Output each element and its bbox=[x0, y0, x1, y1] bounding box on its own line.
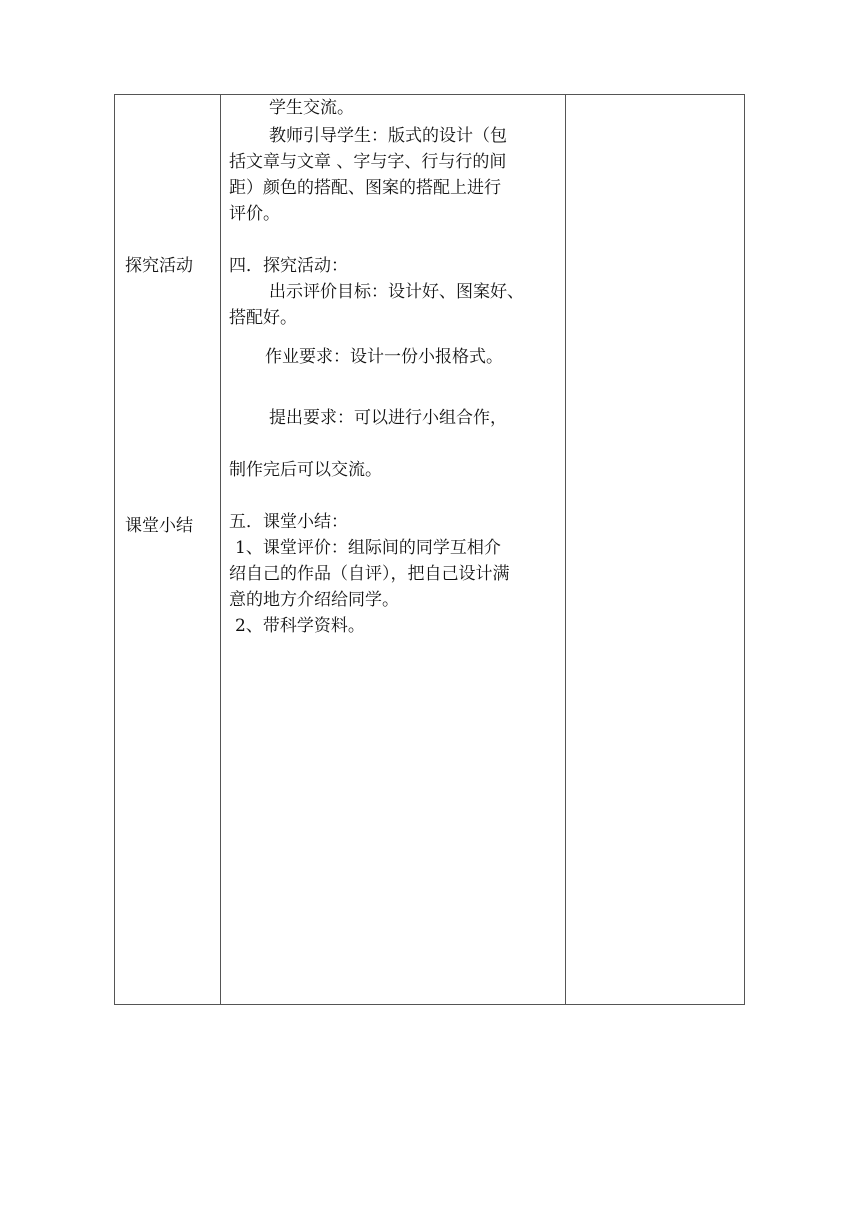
content-column bbox=[221, 95, 566, 1004]
content-line: 学生交流。 bbox=[269, 98, 354, 118]
content-line: 绍自己的作品（自评），把自己设计满 bbox=[229, 564, 510, 584]
section-heading-explore: 四．探究活动： bbox=[229, 256, 348, 276]
content-line: 教师引导学生：版式的设计（包 bbox=[269, 126, 507, 146]
content-line: 提出要求：可以进行小组合作， bbox=[269, 408, 507, 428]
content-line: 括文章与文章 、字与字、行与行的间 bbox=[229, 152, 507, 172]
section-heading-summary: 五．课堂小结： bbox=[229, 512, 348, 532]
content-line: 搭配好。 bbox=[229, 308, 297, 328]
lesson-plan-table bbox=[114, 94, 745, 1005]
content-line: 作业要求：设计一份小报格式。 bbox=[265, 347, 503, 367]
content-line: 意的地方介绍给同学。 bbox=[229, 590, 399, 610]
content-line: 2、带科学资料。 bbox=[235, 616, 365, 636]
content-line: 1、课堂评价：组际间的同学互相介 bbox=[235, 538, 501, 558]
section-label-explore: 探究活动 bbox=[125, 256, 193, 276]
content-line: 评价。 bbox=[229, 204, 280, 224]
section-label-summary: 课堂小结 bbox=[125, 516, 193, 536]
section-label-column bbox=[115, 95, 221, 1004]
content-line: 距）颜色的搭配、图案的搭配上进行 bbox=[229, 178, 501, 198]
content-line: 出示评价目标：设计好、图案好、 bbox=[269, 282, 524, 302]
content-line: 制作完后可以交流。 bbox=[229, 460, 382, 480]
notes-column bbox=[566, 95, 744, 1004]
